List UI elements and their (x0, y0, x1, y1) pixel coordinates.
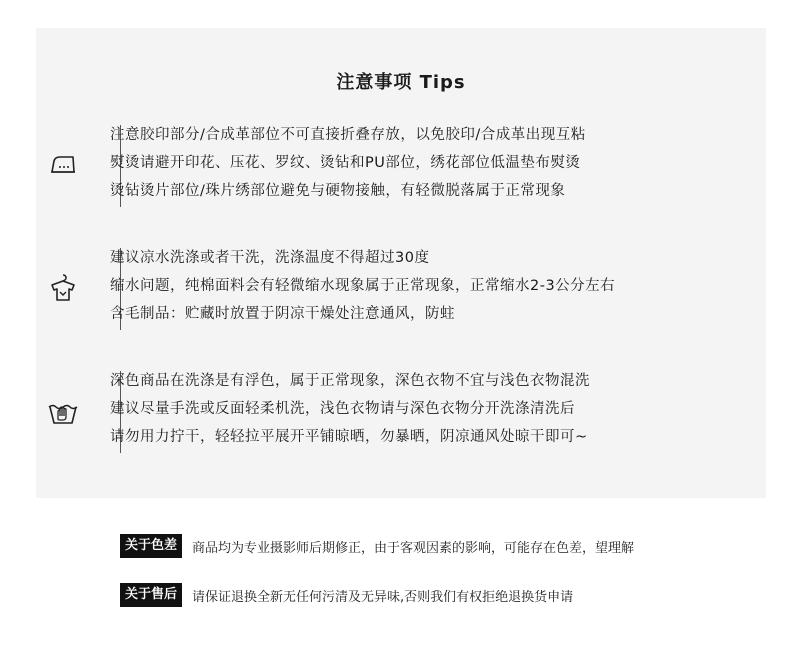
hand-wash-icon (46, 393, 80, 427)
tip-line: 请勿用力拧干，轻轻拉平展开平铺晾晒，勿暴晒，阴凉通风处晾干即可~ (110, 429, 588, 445)
iron-icon (46, 147, 80, 181)
care-tips-card (36, 28, 766, 498)
color-difference-badge: 关于色差 (120, 534, 182, 558)
tip-line: 熨烫请避开印花、压花、罗纹、烫钻和PU部位，绣花部位低温垫布熨烫 (110, 155, 581, 171)
hand-wash-section (36, 367, 766, 459)
hand-wash-text (110, 367, 590, 451)
ironing-section (36, 121, 766, 213)
color-difference-text: 商品均为专业摄影师后期修正，由于客观因素的影响，可能存在色差，望理解 (192, 540, 635, 556)
tip-line: 含毛制品：贮藏时放置于阴凉干燥处注意通风，防蛀 (110, 306, 455, 322)
ironing-text (110, 121, 586, 205)
color-difference-note (120, 534, 634, 558)
after-sales-badge: 关于售后 (120, 583, 182, 607)
tip-line: 建议凉水洗涤或者干洗，洗涤温度不得超过30度 (110, 250, 430, 266)
tip-line: 深色商品在洗涤是有浮色，属于正常现象，深色衣物不宜与浅色衣物混洗 (110, 373, 590, 389)
tip-line: 建议尽量手洗或反面轻柔机洗，浅色衣物请与深色衣物分开洗涤清洗后 (110, 401, 575, 417)
after-sales-text: 请保证退换全新无任何污清及无异味,否则我们有权拒绝退换货申请 (192, 589, 574, 605)
after-sales-note (120, 583, 573, 607)
washing-section (36, 244, 766, 336)
tip-line: 缩水问题，纯棉面料会有轻微缩水现象属于正常现象，正常缩水2-3公分左右 (110, 278, 616, 294)
tip-line: 注意胶印部分/合成革部位不可直接折叠存放，以免胶印/合成革出现互粘 (110, 127, 586, 143)
washing-text (110, 244, 615, 328)
tip-line: 烫钻烫片部位/珠片绣部位避免与硬物接触，有轻微脱落属于正常现象 (110, 183, 566, 199)
tips-title: 注意事项 Tips (336, 72, 466, 93)
shirt-hanger-icon (46, 270, 80, 304)
